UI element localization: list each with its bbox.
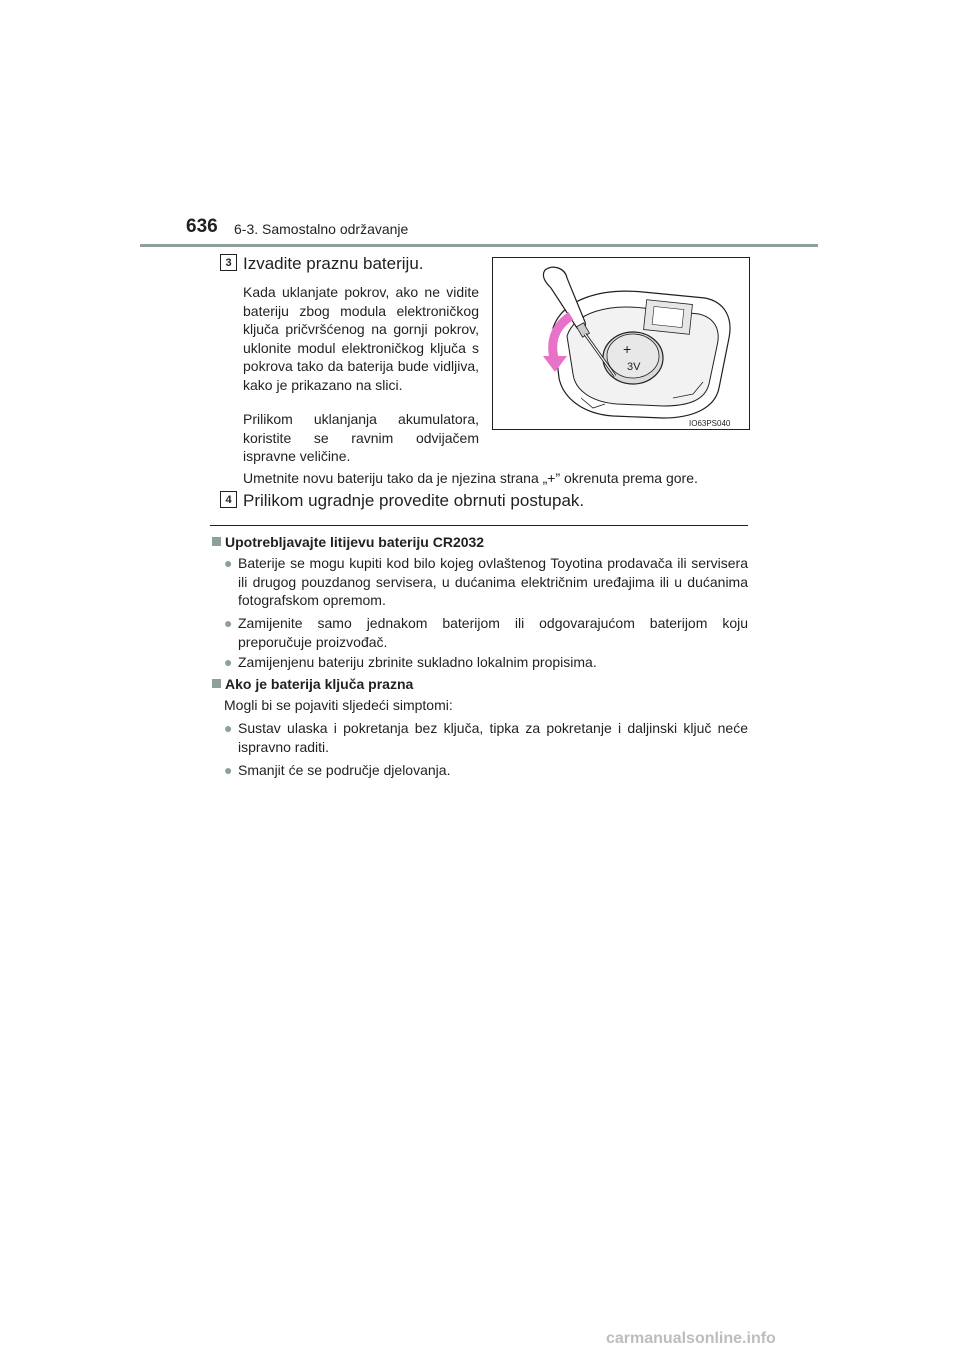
note-2-item-1: ● Sustav ulaska i pokretanja bez ključa, tipka za pokretanje i daljinski ključ neće ispravno raditi.: [224, 720, 748, 755]
bullet-icon: ●: [224, 762, 233, 778]
step-3-paragraph-3: Umetnite novu bateriju tako da je njezina strana „+” okrenuta prema gore.: [243, 470, 698, 486]
notes-divider: [210, 525, 748, 526]
section-title: 6-3. Samostalno održavanje: [234, 221, 409, 237]
watermark: carmanualsonline.info: [606, 1330, 776, 1347]
note-2-heading: Ako je baterija ključa prazna: [212, 676, 413, 692]
bullet-icon: ●: [224, 555, 233, 571]
step-4-badge: 4: [220, 491, 237, 508]
figure-id: IO63PS040: [689, 419, 731, 428]
step-3-badge: 3: [220, 254, 237, 271]
key-battery-illustration: [493, 258, 749, 429]
square-bullet-icon: [212, 537, 221, 546]
note-2-item-2: ● Smanjit će se područje djelovanja.: [224, 762, 451, 778]
bullet-icon: ●: [224, 654, 233, 670]
note-1-heading: Upotrebljavajte litijevu bateriju CR2032: [212, 534, 484, 550]
battery-voltage-label: 3V: [627, 361, 641, 373]
note-1-item-3: ● Zamijenjenu bateriju zbrinite sukladno lokalnim propisima.: [224, 654, 597, 670]
bullet-icon: ●: [224, 615, 233, 631]
step-3-paragraph-1: Kada uklanjate pokrov, ako ne vidite bateriju zbog modula elektroničkog ključa pričvršćenog na gornji pokrov, uklonite modul elektroničkog ključa s pokrova tako da baterija bude vidljiva, kako je prikazano na slici.: [243, 284, 479, 393]
step-4-title: Prilikom ugradnje provedite obrnuti postupak.: [243, 491, 585, 510]
note-2-intro: Mogli bi se pojaviti sljedeći simptomi:: [224, 697, 453, 713]
note-1-item-1: ● Baterije se mogu kupiti kod bilo kojeg ovlaštenog Toyotina prodavača ili servisera ili drugog pouzdanog servisera, u dućanima električnim uređajima ili u dućanima fotografskom opremom.: [224, 555, 748, 608]
bullet-icon: ●: [224, 720, 233, 736]
battery-plus-label: +: [623, 341, 632, 357]
note-1-item-2: ● Zamijenite samo jednakom baterijom ili odgovarajućom baterijom koju preporučuje proizvođač.: [224, 615, 748, 650]
square-bullet-icon: [212, 679, 221, 688]
page-number: 636: [186, 216, 218, 237]
key-battery-figure: [492, 257, 750, 430]
step-3-paragraph-2: Prilikom uklanjanja akumulatora, koristite se ravnim odvijačem ispravne veličine.: [243, 411, 479, 464]
step-3-title: Izvadite praznu bateriju.: [243, 254, 424, 273]
header-divider: [140, 244, 818, 247]
